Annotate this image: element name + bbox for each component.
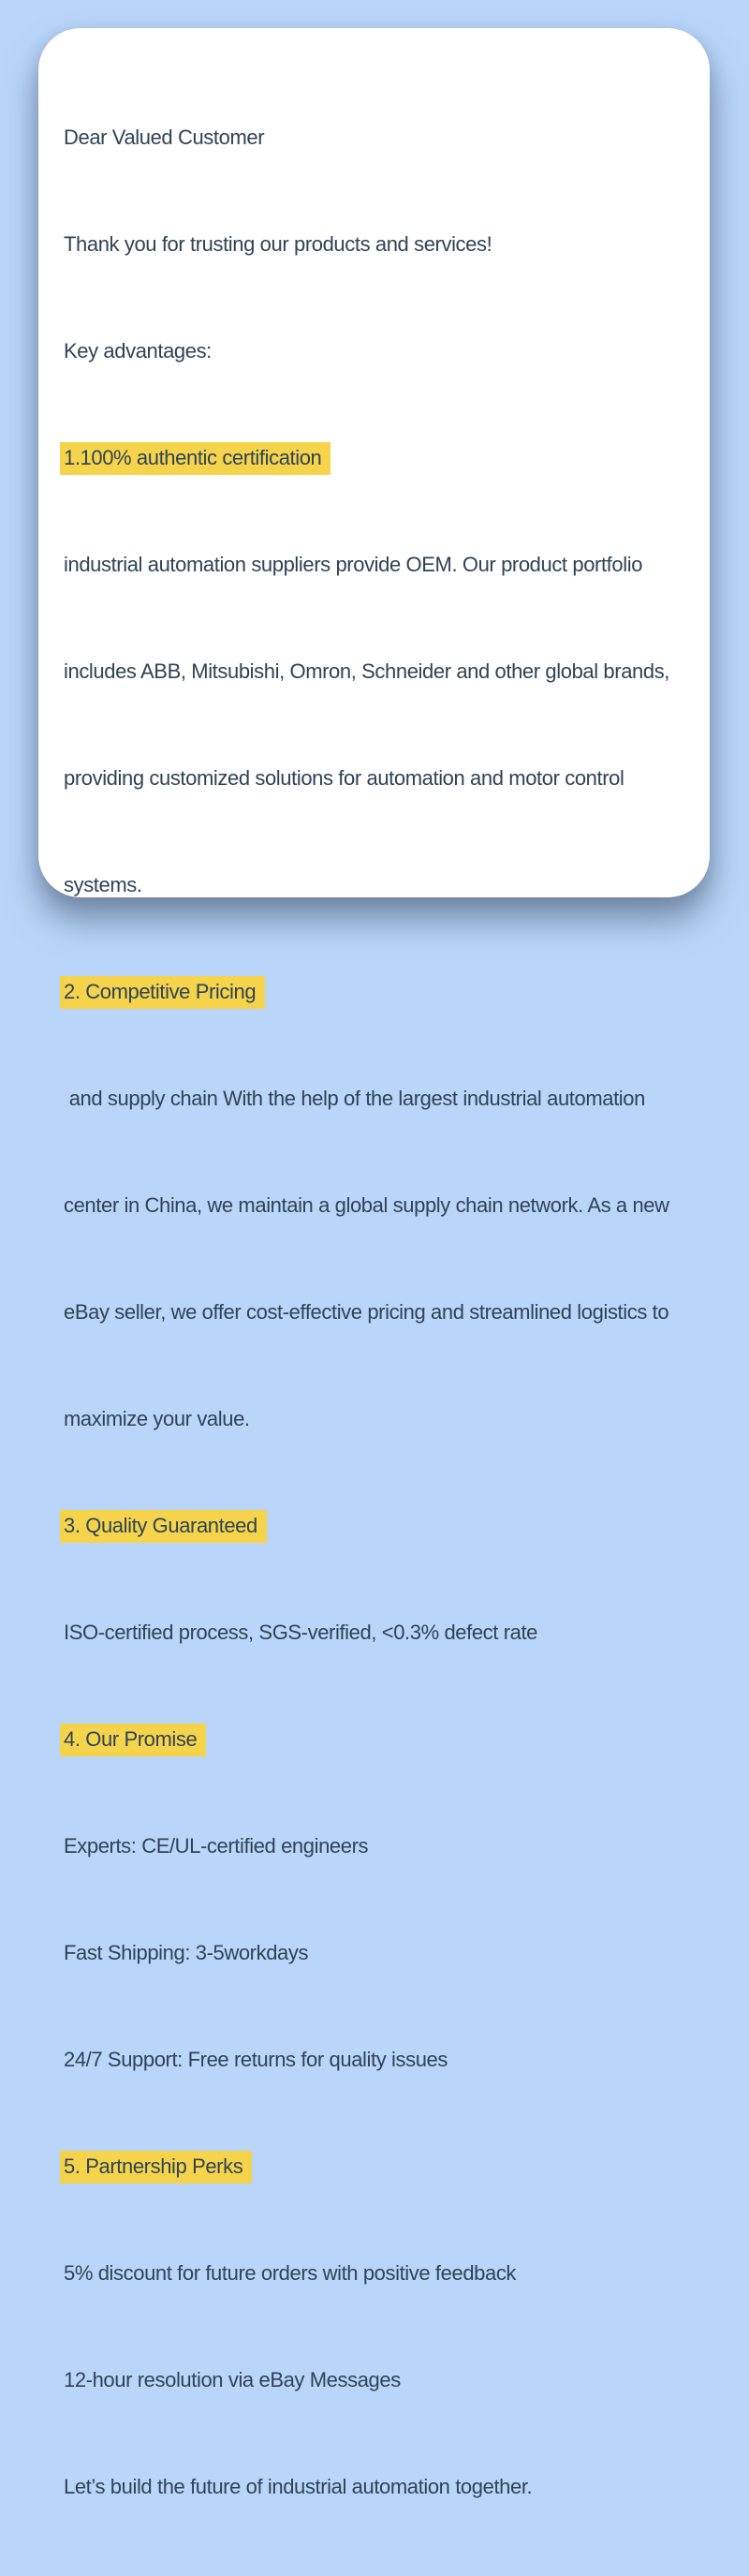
letter-line	[64, 1828, 693, 1864]
paragraph-line: eBay seller, we offer cost-effective pricing and streamlined logistics to	[64, 1300, 669, 1324]
letter-card	[38, 28, 710, 2498]
paragraph-line: providing customized solutions for automation and motor control	[64, 766, 624, 790]
paragraph-line: industrial automation suppliers provide OEM. Our product portfolio	[64, 553, 643, 576]
paragraph-line: 5% discount for future orders with positive feedback	[64, 2261, 517, 2285]
letter-line	[64, 974, 693, 1010]
letter-line	[64, 1935, 693, 1971]
paragraph-line: and supply chain With the help of the largest industrial automation	[64, 1087, 645, 1110]
letter-line	[64, 1615, 693, 1651]
letter-line	[64, 1081, 693, 1117]
letter-line	[64, 227, 693, 262]
highlighted-heading-competitive-pricing: 2. Competitive Pricing	[60, 976, 265, 1009]
letter-line	[64, 547, 693, 583]
key-advantages-label: Key advantages:	[64, 339, 212, 363]
letter-line	[64, 120, 693, 155]
salutation: Dear Valued Customer	[64, 126, 265, 149]
closing-line: Let’s build the future of industrial automation together.	[64, 2475, 533, 2498]
paragraph-line: 12-hour resolution via eBay Messages	[64, 2368, 401, 2391]
paragraph-line: maximize your value.	[64, 1407, 250, 1430]
paragraph-line: ISO-certified process, SGS-verified, <0.3% defect rate	[64, 1621, 538, 1644]
letter-line	[64, 440, 693, 476]
letter-line	[64, 2256, 693, 2291]
letter-line	[64, 761, 693, 796]
paragraph-line: includes ABB, Mitsubishi, Omron, Schneider and other global brands,	[64, 659, 670, 683]
letter-line	[64, 1508, 693, 1544]
paragraph-line: center in China, we maintain a global supply chain network. As a new	[64, 1193, 669, 1217]
highlighted-heading-partnership-perks: 5. Partnership Perks	[60, 2151, 252, 2184]
highlighted-heading-authentic-certification: 1.100% authentic certification	[60, 442, 330, 475]
letter-line	[64, 1401, 693, 1437]
letter-body	[38, 28, 710, 2576]
paragraph-line: Fast Shipping: 3-5workdays	[64, 1941, 309, 1964]
highlighted-heading-our-promise: 4. Our Promise	[60, 1724, 206, 1756]
thank-you-line: Thank you for trusting our products and services!	[64, 232, 492, 256]
letter-line	[64, 1188, 693, 1223]
paragraph-line: systems.	[64, 873, 142, 896]
letter-line	[64, 654, 693, 689]
letter-line	[64, 1722, 693, 1757]
paragraph-line: Experts: CE/UL-certified engineers	[64, 1834, 369, 1858]
letter-line	[64, 333, 693, 369]
paragraph-line: 24/7 Support: Free returns for quality issues	[64, 2048, 448, 2071]
letter-line	[64, 2469, 693, 2505]
letter-line	[64, 1295, 693, 1330]
letter-line	[64, 867, 693, 903]
highlighted-heading-quality-guaranteed: 3. Quality Guaranteed	[60, 1510, 267, 1543]
letter-line	[64, 2042, 693, 2078]
letter-line	[64, 2149, 693, 2184]
letter-line	[64, 2362, 693, 2398]
